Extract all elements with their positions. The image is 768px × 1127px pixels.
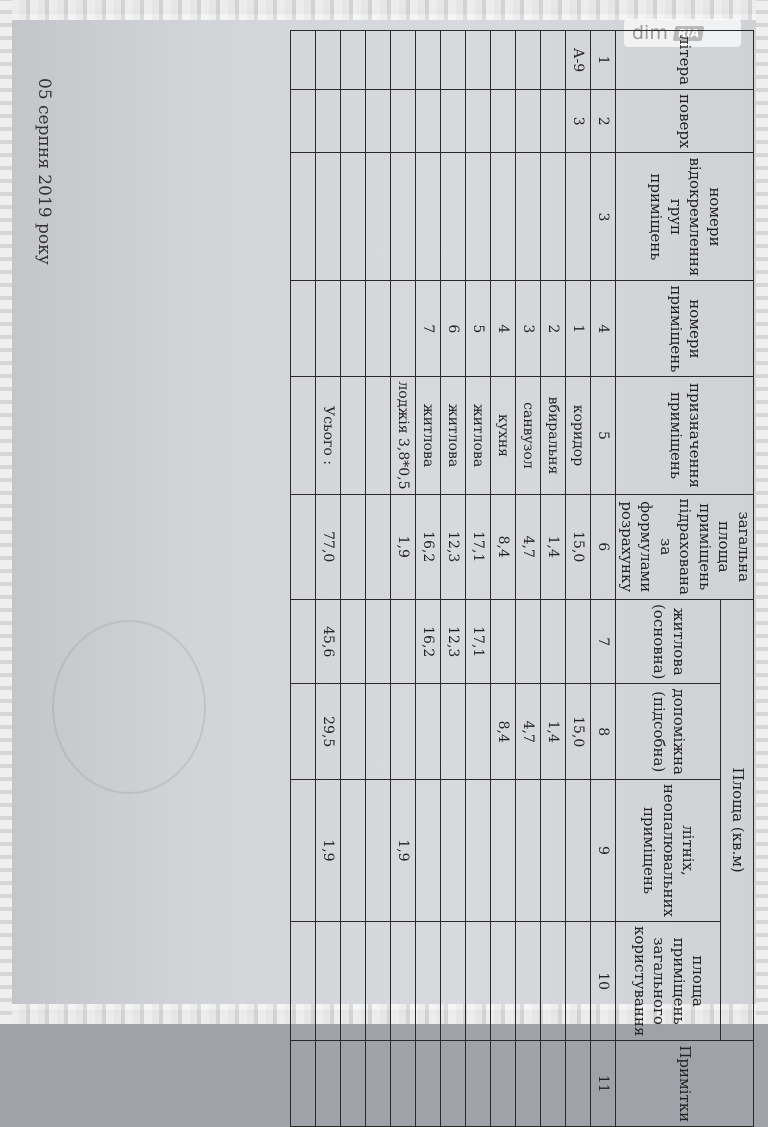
- cell-grupa: [341, 153, 366, 281]
- cell-dopomizhna: 15,0: [566, 684, 591, 780]
- cell-zhytlova: 17,1: [466, 599, 491, 684]
- cell-grupa: [416, 153, 441, 281]
- cell-dopomizhna: [441, 684, 466, 780]
- header-c4: номери приміщень: [616, 281, 754, 377]
- cell-nomer: [366, 281, 391, 377]
- cell-prymitky: [391, 1041, 416, 1127]
- cell-pryznach: коридор: [566, 377, 591, 494]
- cell-zahalne_kor: [366, 921, 391, 1040]
- cell-prymitky: [466, 1041, 491, 1127]
- torn-edge-left: [0, 0, 12, 1024]
- cell-poverkh: [416, 90, 441, 153]
- cell-pryznach: санвузол: [516, 377, 541, 494]
- document-date: 05 серпня 2019 року: [34, 78, 54, 265]
- header-area-group: Площа (кв.м): [720, 599, 753, 1040]
- cell-zahalne_kor: [516, 921, 541, 1040]
- cell-dopomizhna: [366, 684, 391, 780]
- cell-prymitky: [316, 1041, 341, 1127]
- cell-litni: 1,9: [391, 779, 416, 921]
- column-number: 1: [591, 31, 616, 90]
- cell-grupa: [366, 153, 391, 281]
- cell-poverkh: 3: [566, 90, 591, 153]
- cell-litera: [416, 31, 441, 90]
- cell-nomer: 5: [466, 281, 491, 377]
- header-c6: загальна площа приміщень підрахована за формулами розрахунку: [616, 494, 754, 599]
- cell-pryznach: житлова: [416, 377, 441, 494]
- header-c10: площа приміщень загального користування: [616, 921, 720, 1040]
- header-c2: поверх: [616, 90, 754, 153]
- header-c11: Примітки: [616, 1041, 754, 1127]
- cell-zahalne_kor: [541, 921, 566, 1040]
- cell-dopomizhna: 8,4: [491, 684, 516, 780]
- cell-zahalne_kor: [416, 921, 441, 1040]
- cell-prymitky: [441, 1041, 466, 1127]
- column-number: 5: [591, 377, 616, 494]
- cell-nomer: 7: [416, 281, 441, 377]
- rotated-table-frame: [224, 30, 754, 1123]
- faded-stamp: [52, 620, 206, 794]
- cell-dopomizhna: [341, 684, 366, 780]
- cell-dopomizhna: [391, 684, 416, 780]
- cell-litni: [541, 779, 566, 921]
- cell-litni: [491, 779, 516, 921]
- cell-zhytlova: [341, 599, 366, 684]
- cell-zahalna: 12,3: [441, 494, 466, 599]
- cell-prymitky: [541, 1041, 566, 1127]
- table-row: [541, 31, 566, 1127]
- table-row: [366, 31, 391, 1127]
- cell-litera: [441, 31, 466, 90]
- cell-zahalna: 4,7: [516, 494, 541, 599]
- table-row: [516, 31, 541, 1127]
- header-c9: літніх, неопалювальних приміщень: [616, 779, 720, 921]
- cell-zhytlova: [491, 599, 516, 684]
- table-row: [391, 31, 416, 1127]
- cell-litera: [366, 31, 391, 90]
- cell-litera: [291, 31, 316, 90]
- cell-zahalne_kor: [316, 921, 341, 1040]
- cell-litni: [441, 779, 466, 921]
- cell-litni: 1,9: [316, 779, 341, 921]
- cell-litera: [316, 31, 341, 90]
- torn-edge-top: [0, 0, 768, 20]
- cell-zahalne_kor: [491, 921, 516, 1040]
- cell-litera: [391, 31, 416, 90]
- cell-zahalne_kor: [291, 921, 316, 1040]
- column-number: 7: [591, 599, 616, 684]
- cell-grupa: [291, 153, 316, 281]
- cell-nomer: 6: [441, 281, 466, 377]
- cell-dopomizhna: 29,5: [316, 684, 341, 780]
- cell-litni: [416, 779, 441, 921]
- header-c1: літера: [616, 31, 754, 90]
- cell-litni: [466, 779, 491, 921]
- table-row: [441, 31, 466, 1127]
- cell-litera: [341, 31, 366, 90]
- cell-pryznach: житлова: [466, 377, 491, 494]
- cell-zhytlova: [566, 599, 591, 684]
- cell-zahalna: 1,4: [541, 494, 566, 599]
- cell-poverkh: [516, 90, 541, 153]
- cell-zahalna: [366, 494, 391, 599]
- cell-pryznach: кухня: [491, 377, 516, 494]
- cell-litni: [516, 779, 541, 921]
- cell-zahalna: 77,0: [316, 494, 341, 599]
- column-number: 2: [591, 90, 616, 153]
- cell-nomer: [316, 281, 341, 377]
- column-number: 11: [591, 1041, 616, 1127]
- table-row: [316, 31, 341, 1127]
- cell-zahalne_kor: [391, 921, 416, 1040]
- cell-zahalne_kor: [441, 921, 466, 1040]
- column-number: 3: [591, 153, 616, 281]
- cell-poverkh: [341, 90, 366, 153]
- date-line: [24, 78, 54, 308]
- header-c5: призначення приміщень: [616, 377, 754, 494]
- cell-grupa: [466, 153, 491, 281]
- cell-zahalna: [291, 494, 316, 599]
- cell-prymitky: [416, 1041, 441, 1127]
- cell-poverkh: [441, 90, 466, 153]
- cell-zhytlova: [541, 599, 566, 684]
- cell-litera: А-9: [566, 31, 591, 90]
- cell-prymitky: [291, 1041, 316, 1127]
- cell-grupa: [441, 153, 466, 281]
- cell-nomer: [391, 281, 416, 377]
- cell-dopomizhna: [416, 684, 441, 780]
- cell-zahalna: [341, 494, 366, 599]
- cell-grupa: [566, 153, 591, 281]
- cell-pryznach: Усього :: [316, 377, 341, 494]
- cell-nomer: [291, 281, 316, 377]
- column-number: 6: [591, 494, 616, 599]
- cell-zahalna: 15,0: [566, 494, 591, 599]
- cell-dopomizhna: 1,4: [541, 684, 566, 780]
- rotated-table-area: [224, 30, 754, 1123]
- cell-zahalna: 8,4: [491, 494, 516, 599]
- column-number: 4: [591, 281, 616, 377]
- cell-pryznach: лоджія 3,8*0,5: [391, 377, 416, 494]
- cell-zhytlova: 45,6: [316, 599, 341, 684]
- cell-zhytlova: [366, 599, 391, 684]
- cell-pryznach: [291, 377, 316, 494]
- cell-zahalne_kor: [566, 921, 591, 1040]
- cell-pryznach: житлова: [441, 377, 466, 494]
- cell-litera: [516, 31, 541, 90]
- column-number: 9: [591, 779, 616, 921]
- cell-litera: [466, 31, 491, 90]
- cell-grupa: [491, 153, 516, 281]
- cell-nomer: [341, 281, 366, 377]
- table-row: [416, 31, 441, 1127]
- cell-prymitky: [341, 1041, 366, 1127]
- cell-nomer: 2: [541, 281, 566, 377]
- table-row: [566, 31, 591, 1127]
- table-row: [341, 31, 366, 1127]
- cell-poverkh: [291, 90, 316, 153]
- cell-poverkh: [541, 90, 566, 153]
- cell-prymitky: [566, 1041, 591, 1127]
- table-row: [491, 31, 516, 1127]
- header-c3: номери відокремлення груп приміщень: [616, 153, 754, 281]
- cell-zhytlova: [516, 599, 541, 684]
- cell-grupa: [541, 153, 566, 281]
- cell-zahalna: 1,9: [391, 494, 416, 599]
- cell-zahalne_kor: [466, 921, 491, 1040]
- cell-litera: [491, 31, 516, 90]
- cell-prymitky: [516, 1041, 541, 1127]
- cell-litni: [341, 779, 366, 921]
- cell-pryznach: вбиральня: [541, 377, 566, 494]
- cell-grupa: [316, 153, 341, 281]
- cell-prymitky: [366, 1041, 391, 1127]
- watermark-brand: dim: [632, 22, 668, 44]
- cell-nomer: 3: [516, 281, 541, 377]
- cell-poverkh: [491, 90, 516, 153]
- cell-litni: [366, 779, 391, 921]
- cell-poverkh: [391, 90, 416, 153]
- cell-zhytlova: 12,3: [441, 599, 466, 684]
- cell-dopomizhna: [291, 684, 316, 780]
- cell-nomer: 4: [491, 281, 516, 377]
- column-number: 10: [591, 921, 616, 1040]
- cell-litera: [541, 31, 566, 90]
- table-row: [291, 31, 316, 1127]
- column-number: 8: [591, 684, 616, 780]
- cell-poverkh: [366, 90, 391, 153]
- cell-zhytlova: 16,2: [416, 599, 441, 684]
- cell-poverkh: [316, 90, 341, 153]
- torn-edge-right: [756, 0, 768, 1024]
- cell-pryznach: [341, 377, 366, 494]
- cell-nomer: 1: [566, 281, 591, 377]
- watermark-badge: RIA: [673, 26, 705, 41]
- cell-grupa: [516, 153, 541, 281]
- header-c8: допоміжна (підсобна): [616, 684, 720, 780]
- cell-zahalna: 16,2: [416, 494, 441, 599]
- header-c7: житлова (основна): [616, 599, 720, 684]
- cell-grupa: [391, 153, 416, 281]
- cell-zhytlova: [391, 599, 416, 684]
- cell-litni: [291, 779, 316, 921]
- cell-zahalna: 17,1: [466, 494, 491, 599]
- table-row: [466, 31, 491, 1127]
- cell-litni: [566, 779, 591, 921]
- cell-zahalne_kor: [341, 921, 366, 1040]
- cell-poverkh: [466, 90, 491, 153]
- cell-dopomizhna: [466, 684, 491, 780]
- cell-zhytlova: [291, 599, 316, 684]
- cell-prymitky: [491, 1041, 516, 1127]
- premises-table: [291, 30, 755, 1127]
- cell-pryznach: [366, 377, 391, 494]
- cell-dopomizhna: 4,7: [516, 684, 541, 780]
